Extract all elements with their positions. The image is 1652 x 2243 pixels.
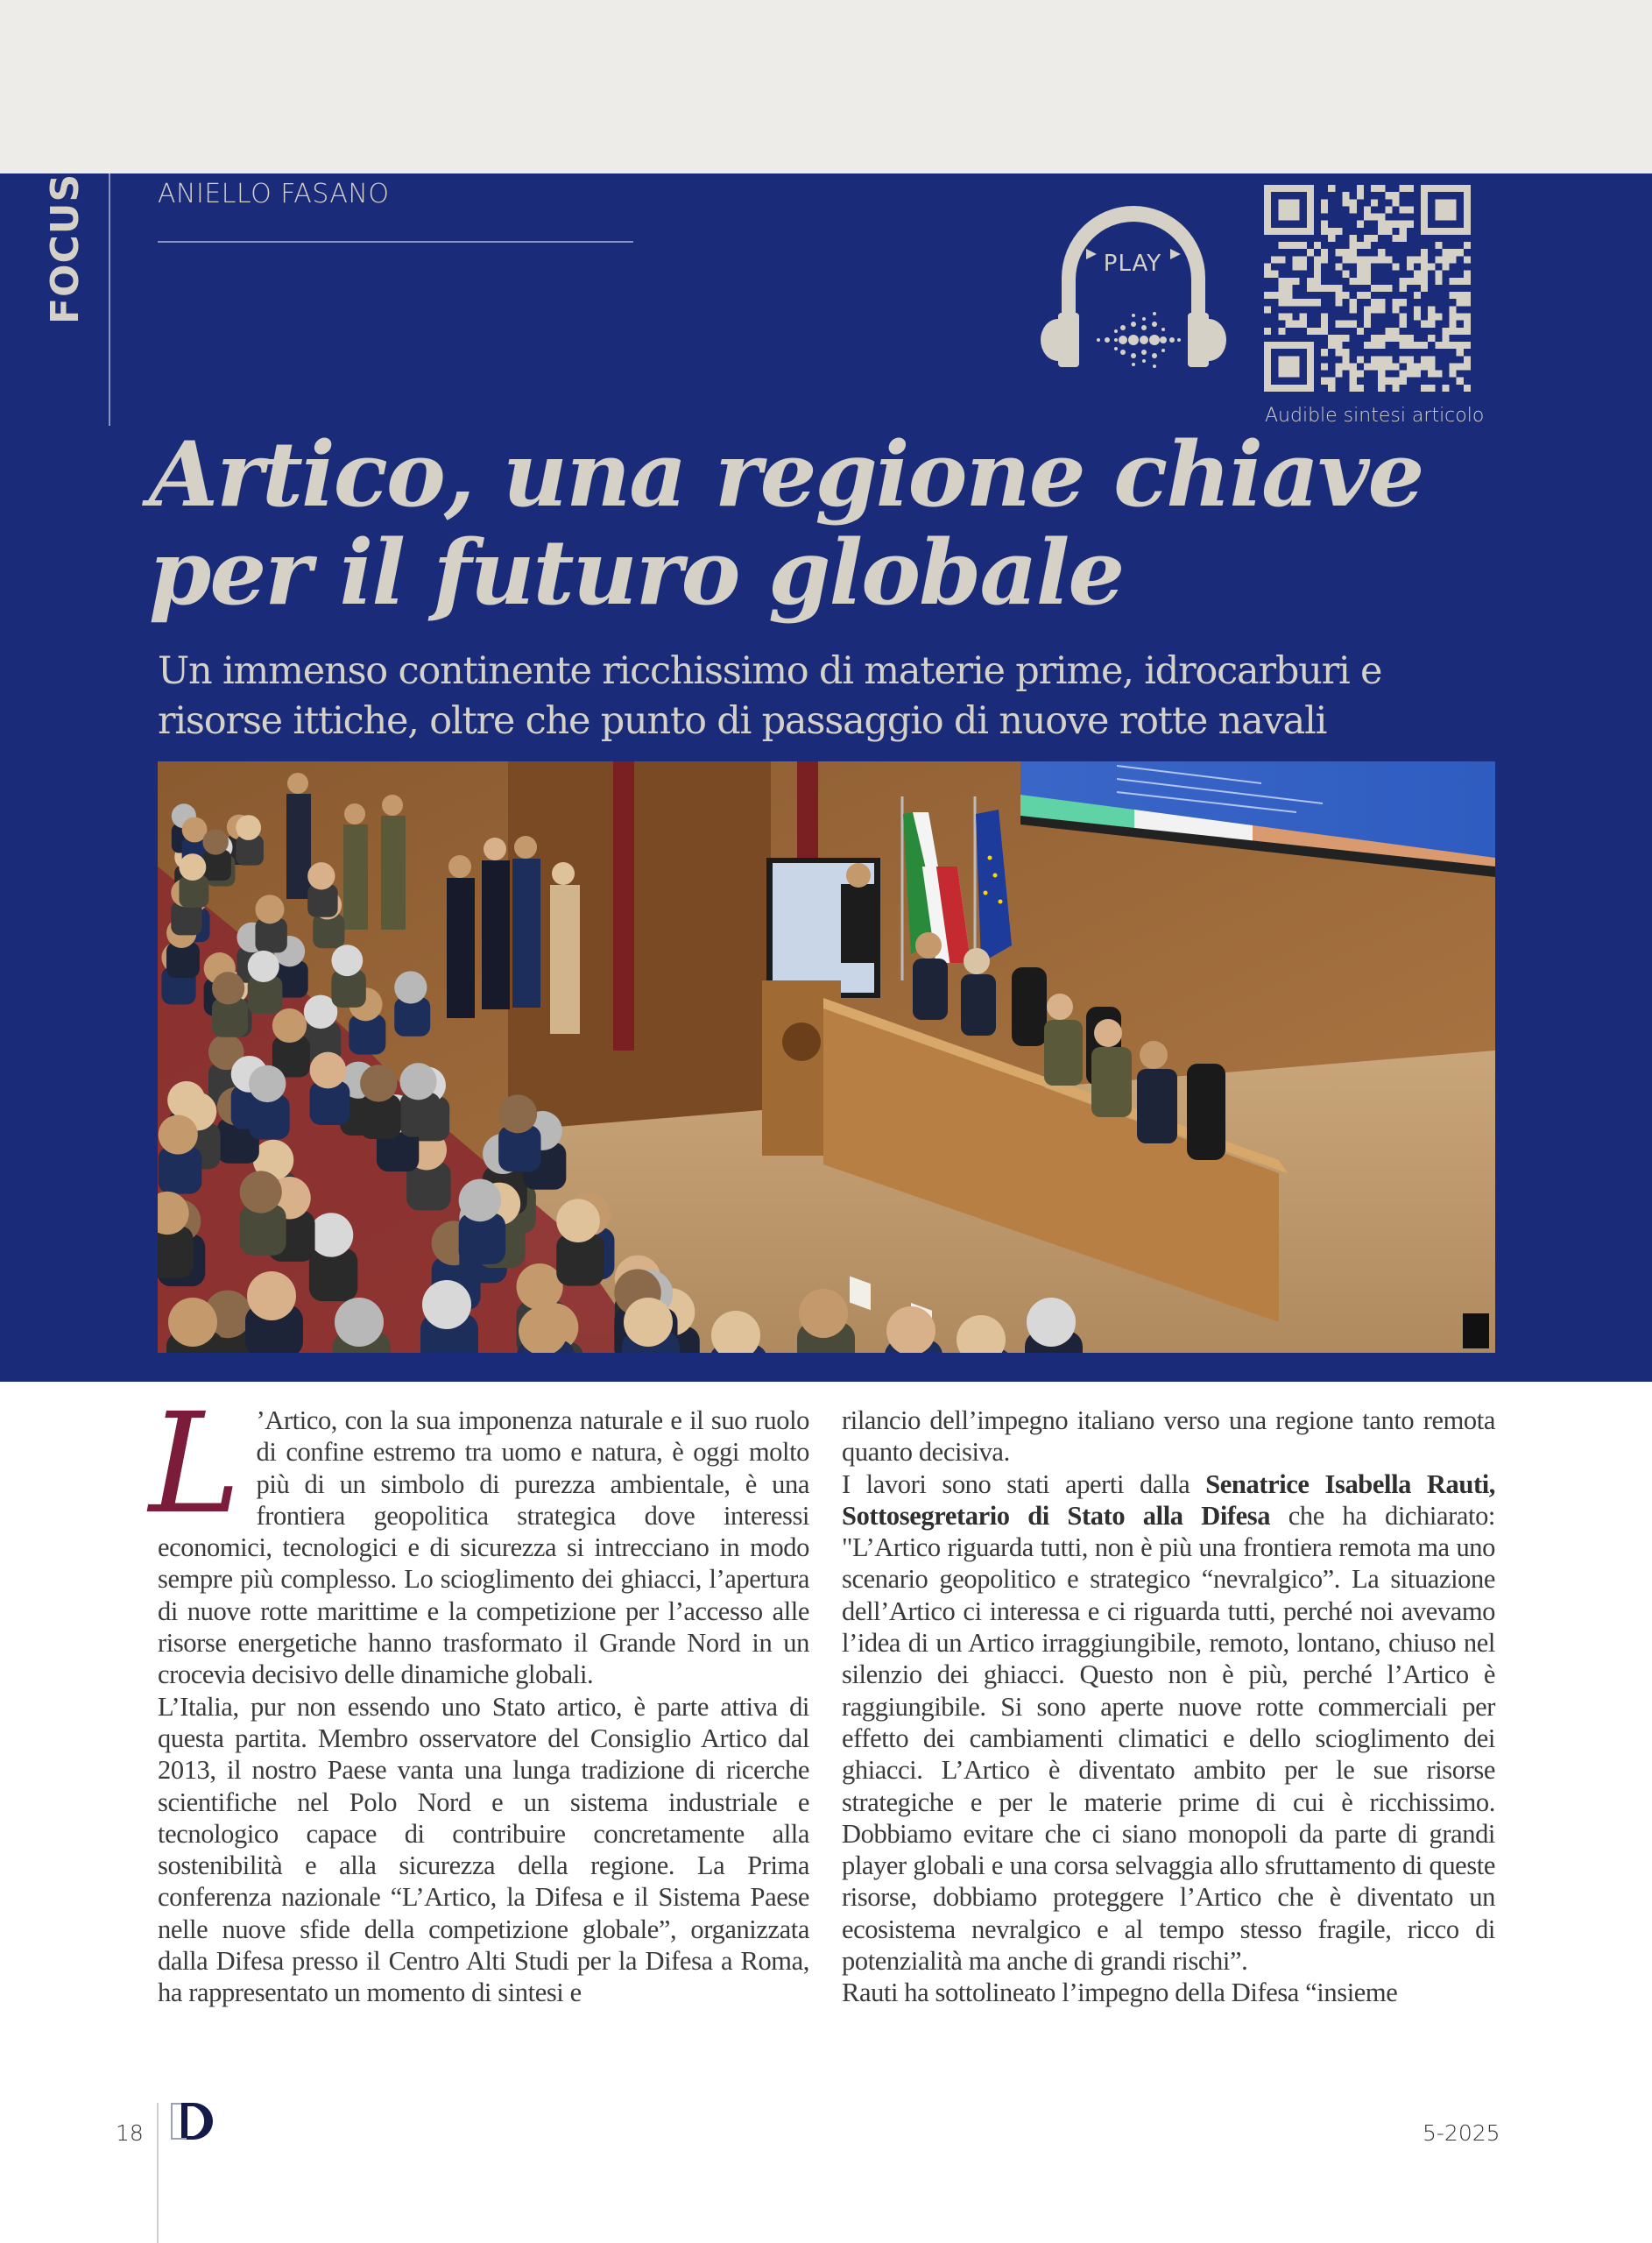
conference-photo xyxy=(158,761,1495,1353)
headphones-play-icon[interactable] xyxy=(1035,195,1232,379)
title-line: per il futuro globale xyxy=(149,520,1124,626)
paragraph: Rauti ha sottolineato l’impegno della Difesa “insieme xyxy=(842,1978,1398,2008)
paragraph-intro: I lavori sono stati aperti dalla xyxy=(842,1468,1206,1499)
quote-text: che ha dichiarato: "L’Artico riguarda tutti, non è più una frontiera remota ma uno scenario geopolitico e strategico “nevralgico”. La situazione dell’Artico ci interessa e ci riguarda tutti, perché noi avevamo l’idea di un Artico irraggiungibile, remoto, lontano, chiuso nel silenzio dei ghiacci. Questo non è più, perché l’Artico è raggiungibile. Si sono aperte nuove rotte commerciali per effetto dei cambiamenti climatici e dello scioglimento dei ghiacci. L’Artico è diventato ambito per le sue risorse strategiche e per le materie prime di cui è ricchissimo. Dobbiamo evitare che ci siano monopoli da parte di grandi player globali e una corsa selvaggia allo sfruttamento di queste risorse, dobbiamo proteggere l’Artico che è diventato un ecosistema nevralgico e al tempo stesso fragile, ricco di potenzialità ma anche di grandi rischi”. xyxy=(842,1500,1495,1977)
title-line: Artico, una regione chiave xyxy=(149,422,1423,527)
qr-code-icon[interactable] xyxy=(1264,184,1471,393)
author-divider xyxy=(158,241,633,243)
author-name: ANIELLO FASANO xyxy=(158,179,390,209)
audio-caption: Audible sintesi articolo xyxy=(1265,405,1485,427)
subtitle-line: Un immenso continente ricchissimo di materie prime, idrocarburi e xyxy=(158,649,1382,693)
paragraph: ’Artico, con la sua imponenza naturale e il suo ruolo di confine estremo tra uomo e natura, è oggi molto più di un simbolo di purezza ambientale, è una frontiera geopolitica strategica dove interessi economici, tecnologici e di sicurezza si intrecciano in modo sempre più complesso. Lo scioglimento dei ghiacci, l’apertura di nuove rotte marittime e la competizione per l’accesso alle risorse energetiche hanno trasformato il Grande Nord in un crocevia decisivo delle dinamiche globali. xyxy=(158,1405,809,1690)
article-subtitle xyxy=(158,647,1524,746)
play-label[interactable]: PLAY xyxy=(1103,251,1162,277)
page-number: 18 xyxy=(116,2120,144,2146)
footer-divider xyxy=(157,2103,159,2243)
speaker-name: Senatrice Isabella Rauti, Sottosegretario di Stato alla Difesa xyxy=(842,1468,1496,1531)
subtitle-line: risorse ittiche, oltre che punto di passaggio di nuove rotte navali xyxy=(158,699,1327,743)
issue-number: 5-2025 xyxy=(1423,2120,1500,2146)
section-label: FOCUS xyxy=(43,173,88,324)
paragraph: L’Italia, pur non essendo uno Stato artico, è parte attiva di questa partita. Membro osservatore del Consiglio Artico dal 2013, il nostro Paese vanta una lunga tradizione di ricerche scientifiche nel Polo Nord e un sistema industriale e tecnologico capace di contribuire concretamente alla sostenibilità e alla sicurezza della regione. La Prima conferenza nazionale “L’Artico, la Difesa e il Sistema Paese nelle nuove sfide della competizione globale”, organizzata dalla Difesa presso il Centro Alti Studi per la Difesa a Roma, ha rappresentato un momento di sintesi e xyxy=(158,1691,809,2008)
article-column-left xyxy=(149,1383,809,2009)
article-title xyxy=(149,422,1515,626)
magazine-logo-icon xyxy=(169,2101,218,2141)
paragraph xyxy=(842,1468,1495,1978)
paragraph: rilancio dell’impegno italiano verso una regione tanto remota quanto decisiva. xyxy=(842,1405,1495,1468)
section-divider xyxy=(109,173,110,426)
article-column-right xyxy=(842,1405,1495,2009)
waveform-icon xyxy=(1097,312,1181,368)
drop-cap: L xyxy=(149,1383,241,1545)
top-margin-band xyxy=(0,0,1652,173)
